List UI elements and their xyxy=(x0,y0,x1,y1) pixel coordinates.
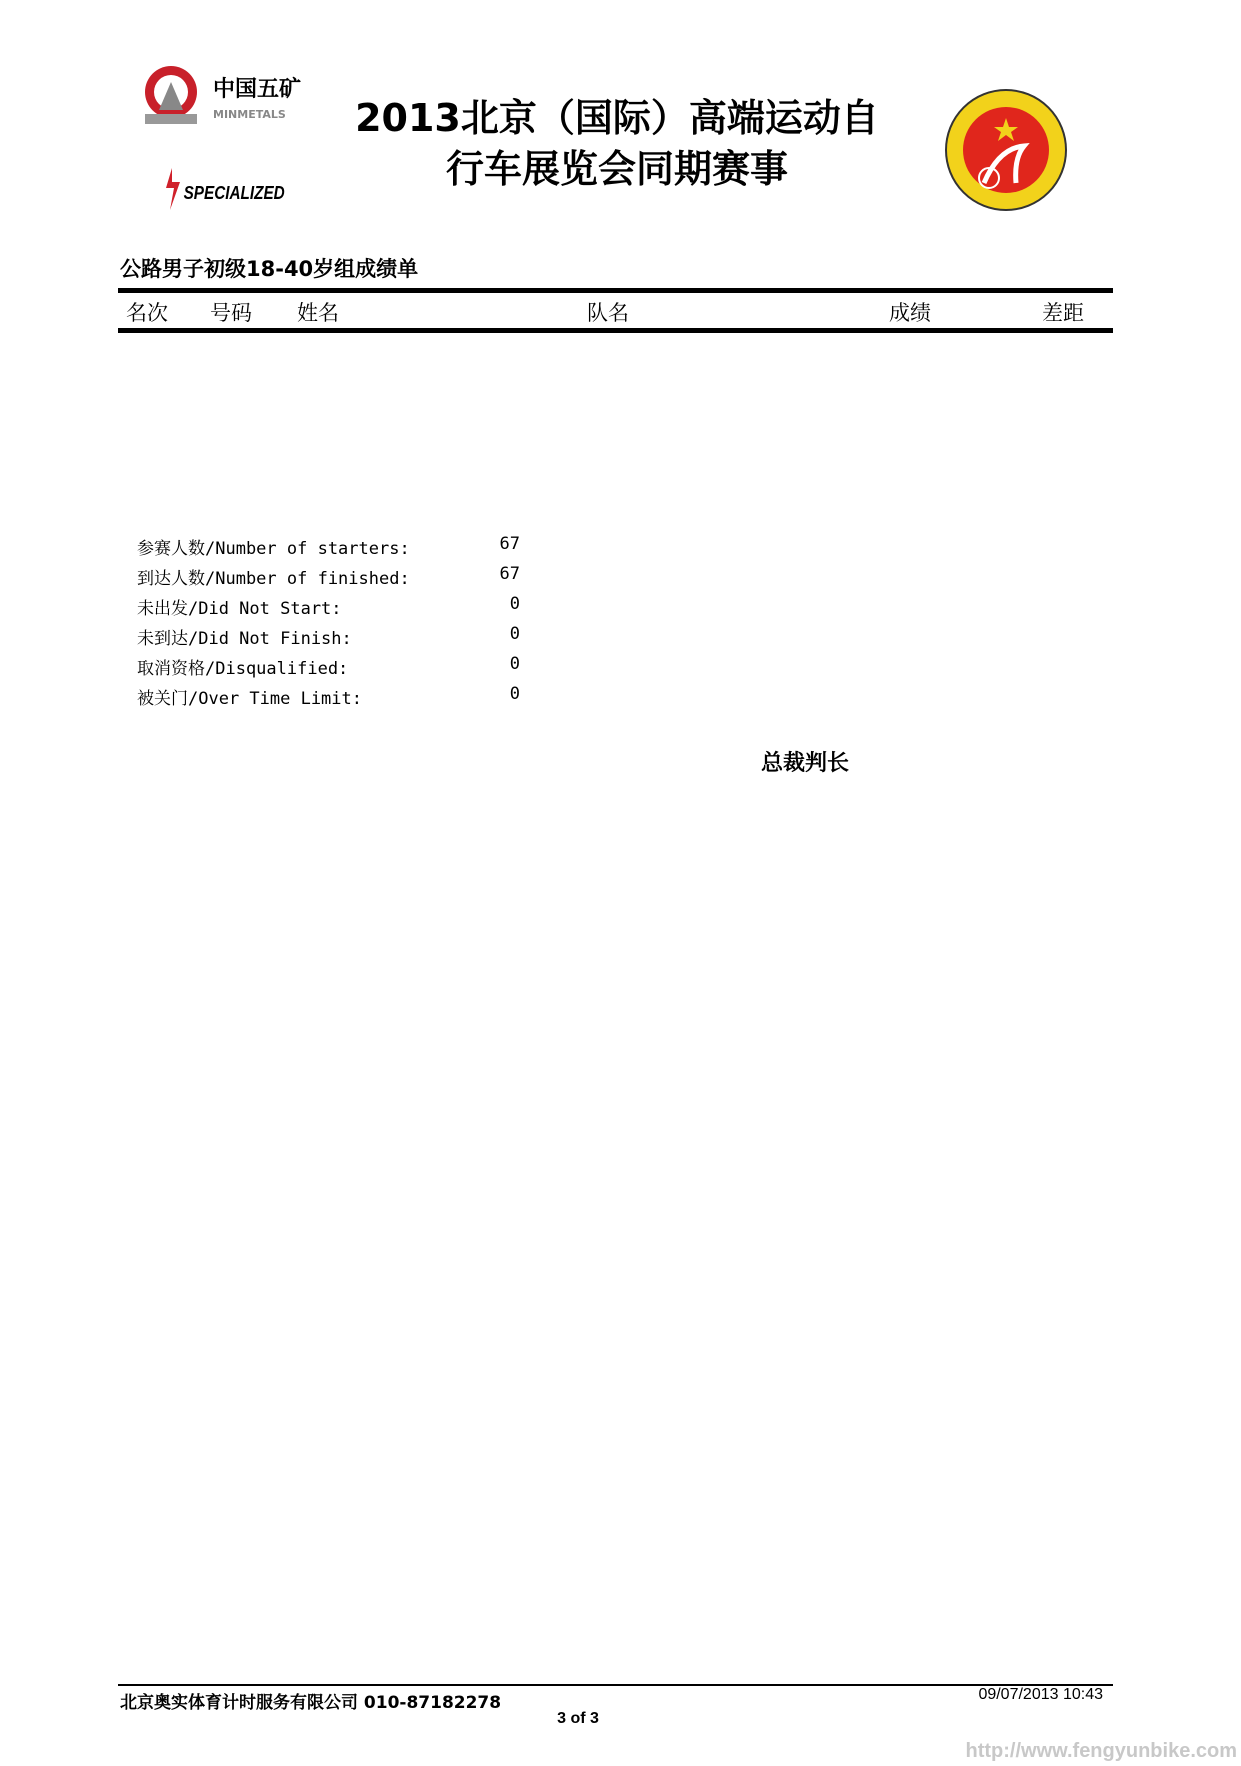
svg-text:SPECIALIZED: SPECIALIZED xyxy=(183,182,285,204)
minmetals-logo xyxy=(141,62,316,136)
column-team: 队名 xyxy=(587,301,629,325)
column-name: 姓名 xyxy=(297,301,339,325)
chief-judge-label: 总裁判长 xyxy=(761,751,850,776)
page-number: 3 of 3 xyxy=(557,1710,599,1727)
watermark: http://www.fengyunbike.com xyxy=(965,1740,1237,1762)
results-subtitle: 公路男子初级18-40岁组成绩单 xyxy=(120,257,419,281)
header-bottom-rule xyxy=(118,328,1113,333)
stat-value-dns: 0 xyxy=(509,594,520,614)
stat-value-starters: 67 xyxy=(499,534,520,554)
specialized-logo xyxy=(162,166,302,216)
header-top-rule xyxy=(118,288,1113,293)
stat-label-dsq: 取消资格/Disqualified: xyxy=(137,659,349,679)
stat-value-dsq: 0 xyxy=(509,654,520,674)
column-bib: 号码 xyxy=(210,301,252,325)
footer-company: 北京奥实体育计时服务有限公司 010-87182278 xyxy=(120,1693,502,1713)
stat-label-otl: 被关门/Over Time Limit: xyxy=(137,689,362,709)
document-title-line1: 2013北京（国际）高端运动自 xyxy=(355,96,879,140)
stat-label-starters: 参赛人数/Number of starters: xyxy=(137,539,410,559)
svg-text:中国五矿: 中国五矿 xyxy=(213,77,302,102)
column-rank: 名次 xyxy=(126,301,168,325)
column-result: 成绩 xyxy=(889,301,931,325)
stat-label-dns: 未出发/Did Not Start: xyxy=(137,599,342,619)
stat-label-dnf: 未到达/Did Not Finish: xyxy=(137,629,352,649)
stat-label-finished: 到达人数/Number of finished: xyxy=(137,569,410,589)
document-title-line2: 行车展览会同期赛事 xyxy=(445,147,788,191)
column-gap: 差距 xyxy=(1042,301,1084,325)
stat-value-finished: 67 xyxy=(499,564,520,584)
footer-datetime: 09/07/2013 10:43 xyxy=(978,1686,1103,1703)
svg-text:MINMETALS: MINMETALS xyxy=(213,108,286,121)
stat-value-dnf: 0 xyxy=(509,624,520,644)
chinese-cycling-association-logo xyxy=(944,88,1068,216)
stat-value-otl: 0 xyxy=(509,684,520,704)
